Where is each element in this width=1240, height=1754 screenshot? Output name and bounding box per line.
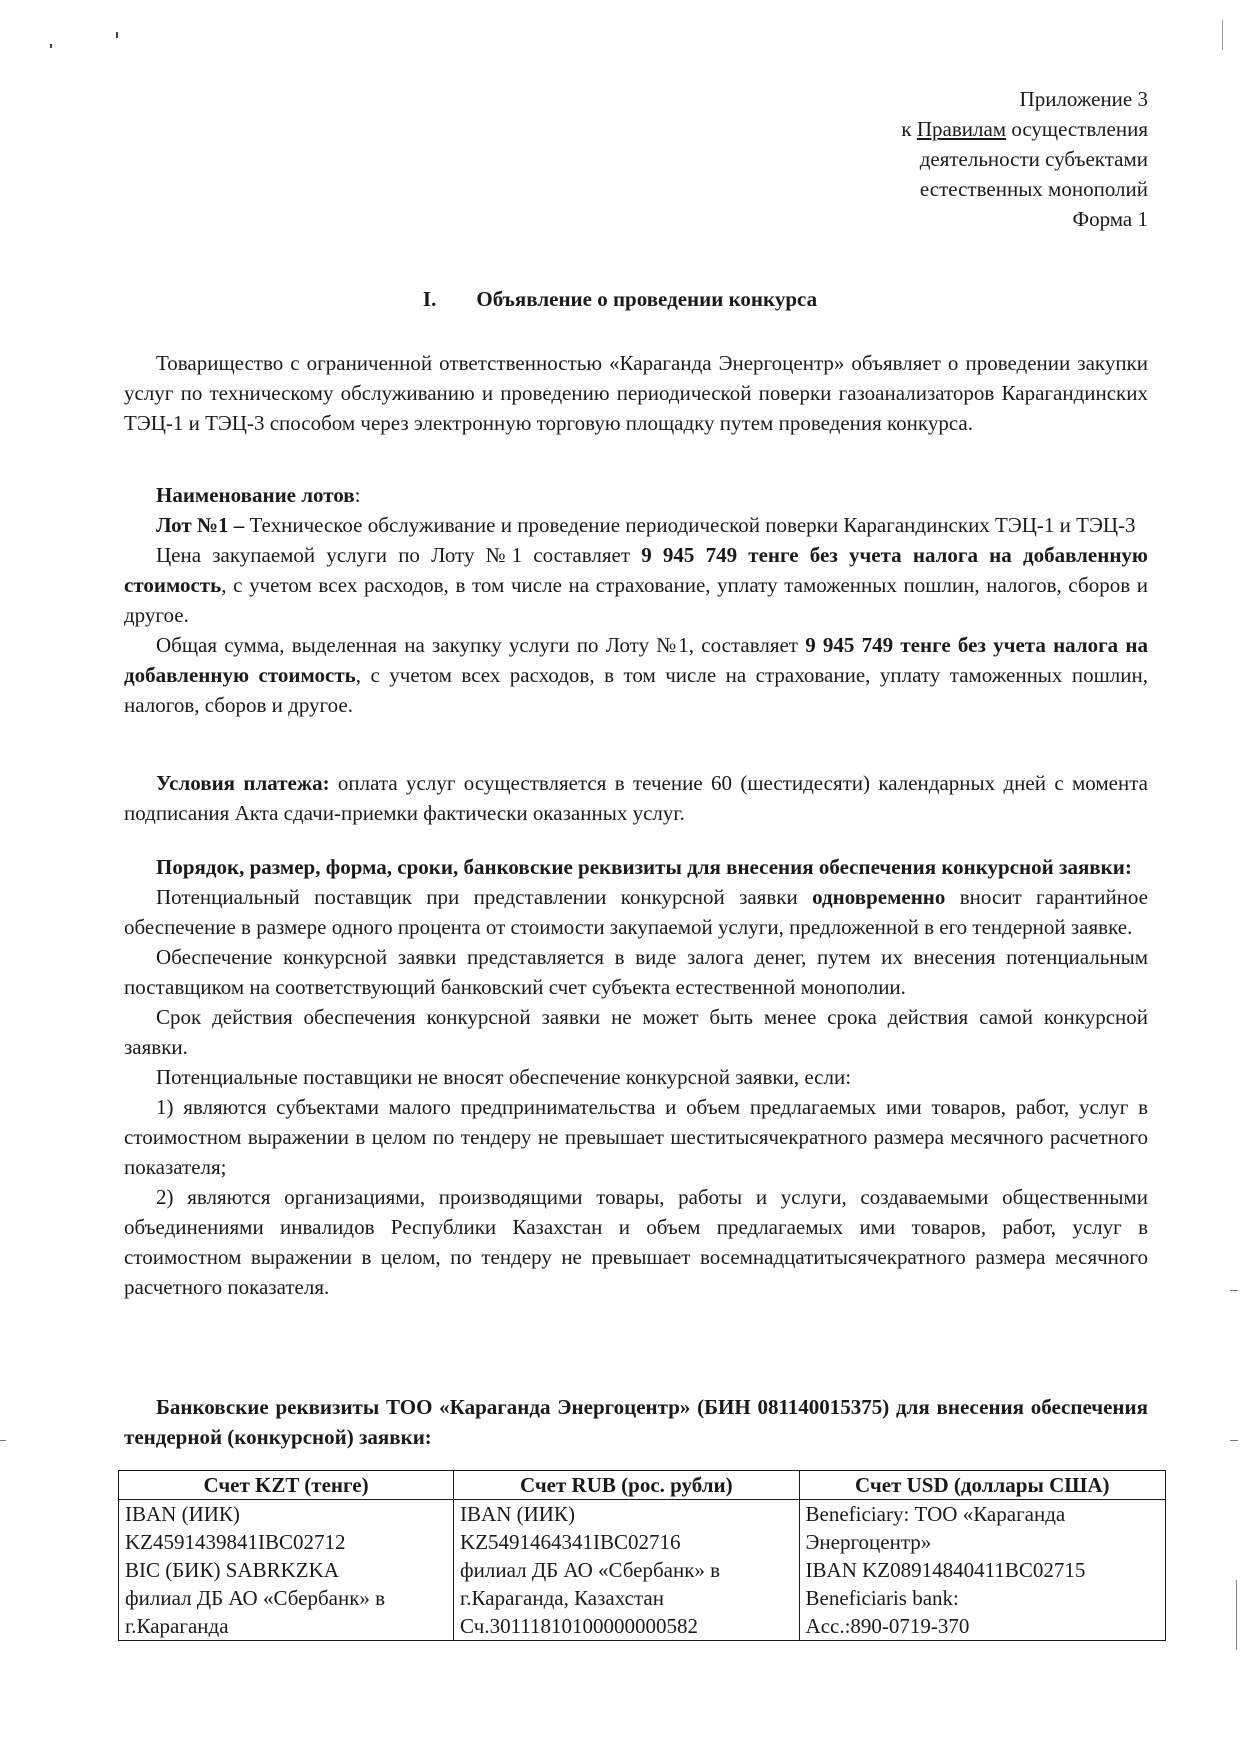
kzt-account-cell: IBAN (ИИК) KZ4591439841IBC02712 BIC (БИК) SABRKZKA филиал ДБ АО «Сбербанк» в г.Караганда bbox=[119, 1500, 454, 1641]
lots-section bbox=[124, 480, 1148, 720]
table-row bbox=[119, 1500, 1166, 1641]
scan-mark bbox=[116, 32, 118, 38]
exemption-2: 2) являются организациями, производящими товары, работы и услуги, создаваемыми общественными объединениями инвалидов Республики Казахстан и объем предлагаемых ими товаров, работ, услуг в стоимостном выражении в целом, по тендеру не превышает восемнадцатитысячекратного размера месячного расчетного показателя. bbox=[124, 1185, 1148, 1299]
payment-section bbox=[124, 768, 1148, 828]
intro-paragraph: Товарищество с ограниченной ответственностью «Караганда Энергоцентр» объявляет о проведении закупки услуг по техническому обслуживанию и проведению периодической поверки газоанализаторов Карагандинских ТЭЦ-1 и ТЭЦ-3 способом через электронную торговую площадку путем проведения конкурса. bbox=[124, 351, 1148, 435]
exemption-1: 1) являются субъектами малого предпринимательства и объем предлагаемых ими товаров, работ, услуг в стоимостном выражении в целом по тендеру не превышает шеститысячекратного размера месячного расчетного показателя; bbox=[124, 1095, 1148, 1179]
lot-1-price: Цена закупаемой услуги по Лоту №1 составляет 9 945 749 тенге без учета налога на добавленную стоимость, с учетом всех расходов, в том числе на страхование, уплату таможенных пошлин, налогов, сборов и другое. bbox=[124, 543, 1148, 627]
security-paragraph-2: Обеспечение конкурсной заявки представляется в виде залога денег, путем их внесения потенциальным поставщиком на соответствующий банковский счет субъекта естественной монополии. bbox=[124, 945, 1148, 999]
appendix-rules-line: к Правилам осуществления bbox=[901, 117, 1148, 141]
lots-heading: Наименование лотов: bbox=[156, 483, 361, 507]
security-paragraph-1: Потенциальный поставщик при представлении конкурсной заявки одновременно вносит гарантийное обеспечение в размере одного процента от стоимости закупаемой услуги, предложенной в его тендерной заявке. bbox=[124, 885, 1148, 939]
scan-mark bbox=[50, 44, 52, 48]
intro-section bbox=[124, 348, 1148, 438]
section-title: Объявление о проведении конкурса bbox=[476, 287, 818, 311]
page-title bbox=[0, 284, 1240, 314]
scan-mark bbox=[1230, 1440, 1238, 1441]
table-header-row bbox=[119, 1471, 1166, 1500]
security-heading: Порядок, размер, форма, сроки, банковские реквизиты для внесения обеспечения конкурсной заявки: bbox=[156, 855, 1132, 879]
scan-mark bbox=[1236, 1580, 1237, 1650]
appendix-number: Приложение 3 bbox=[1019, 87, 1148, 111]
bank-details-table bbox=[118, 1470, 1166, 1641]
form-number: Форма 1 bbox=[1072, 207, 1148, 231]
security-section bbox=[124, 852, 1148, 1302]
column-header-kzt: Счет KZT (тенге) bbox=[119, 1471, 454, 1500]
appendix-line-4: естественных монополий bbox=[919, 177, 1148, 201]
security-paragraph-4: Потенциальные поставщики не вносят обеспечение конкурсной заявки, если: bbox=[156, 1065, 852, 1089]
bank-details-heading: Банковские реквизиты ТОО «Караганда Энергоцентр» (БИН 081140015375) для внесения обеспечения тендерной (конкурсной) заявки: bbox=[124, 1395, 1148, 1449]
lot-1-total: Общая сумма, выделенная на закупку услуги по Лоту №1, составляет 9 945 749 тенге без учета налога на добавленную стоимость, с учетом всех расходов, в том числе на страхование, уплату таможенных пошлин, налогов, сборов и другое. bbox=[124, 633, 1149, 717]
appendix-line-3: деятельности субъектами bbox=[919, 147, 1148, 171]
payment-terms: Условия платежа: оплата услуг осуществляется в течение 60 (шестидесяти) календарных дней с момента подписания Акта сдачи-приемки фактически оказанных услуг. bbox=[124, 771, 1148, 825]
lot-1: Лот №1 – Техническое обслуживание и проведение периодической поверки Карагандинских ТЭЦ-1 и ТЭЦ-3 bbox=[156, 513, 1136, 537]
section-number: I. bbox=[422, 287, 437, 311]
rub-account-cell: IBAN (ИИК) KZ5491464341IBC02716 филиал ДБ АО «Сбербанк» в г.Караганда, Казахстан Сч.30111810100000000582 bbox=[454, 1500, 800, 1641]
appendix-header bbox=[901, 84, 1148, 234]
scan-mark bbox=[1230, 1290, 1238, 1291]
usd-account-cell: Beneficiary: ТОО «Караганда Энергоцентр» IBAN KZ08914840411BC02715 Beneficiaris bank: Acc.:890-0719-370 bbox=[799, 1500, 1165, 1641]
column-header-usd: Счет USD (доллары США) bbox=[799, 1471, 1165, 1500]
security-paragraph-3: Срок действия обеспечения конкурсной заявки не может быть менее срока действия самой конкурсной заявки. bbox=[124, 1005, 1148, 1059]
column-header-rub: Счет RUB (рос. рубли) bbox=[454, 1471, 800, 1500]
scan-mark bbox=[0, 1440, 6, 1441]
rules-link[interactable]: Правилам bbox=[916, 117, 1007, 141]
scan-mark bbox=[1222, 20, 1223, 50]
